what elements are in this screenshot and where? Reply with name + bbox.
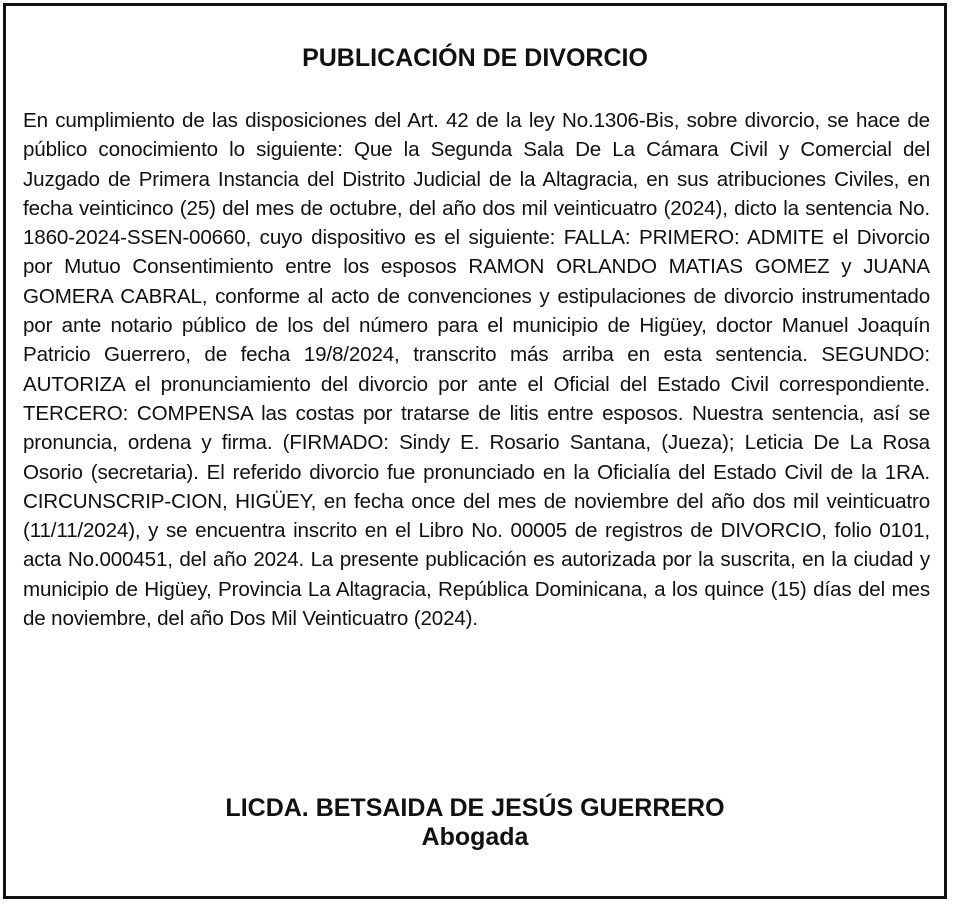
notice-title: PUBLICACIÓN DE DIVORCIO bbox=[302, 44, 648, 72]
notice-body: En cumplimiento de las disposiciones del Art. 42 de la ley No.1306-Bis, sobre divorcio, se hace de público conocimiento lo siguiente: Que la Segunda Sala De La Cámara Civil y Comercial del Juzgado de Primera Instancia del Distrito Judicial de la Altagracia, en sus atribuciones Civiles, en fecha veinticinco (25) del mes de octubre, del año dos mil veinticuatro (2024), dicto la sentencia No. 1860-2024-SSEN-00660, cuyo dispositivo es el siguiente: FALLA: PRIMERO: ADMITE el Divorcio por Mutuo Consentimiento entre los esposos RAMON ORLANDO MATIAS GOMEZ y JUANA GOMERA CABRAL, conforme al acto de convenciones y estipulaciones de divorcio instrumentado por ante notario público de los del número para el municipio de Higüey, doctor Manuel Joaquín Patricio Guerrero, de fecha 19/8/2024, transcrito más arriba en esta sentencia. SEGUNDO: AUTORIZA el pronunciamiento del divorcio por ante el Oficial del Estado Civil correspondiente. TERCERO: COMPENSA las costas por tratarse de litis entre esposos. Nuestra sentencia, así se pronuncia, ordena y firma. (FIRMADO: Sindy E. Rosario Santana, (Jueza); Leticia De La Rosa Osorio (secretaria). El referido divorcio fue pronunciado en la Oficialía del Estado Civil de la 1RA. CIRCUNSCRIP-CION, HIGÜEY, en fecha once del mes de noviembre del año dos mil veinticuatro (11/11/2024), y se encuentra inscrito en el Libro No. 00005 de registros de DIVORCIO, folio 0101, acta No.000451, del año 2024. La presente publicación es autorizada por la suscrita, en la ciudad y municipio de Higüey, Provincia La Altagracia, República Dominicana, a los quince (15) días del mes de noviembre, del año Dos Mil Veinticuatro (2024). bbox=[23, 109, 930, 631]
signature-role: Abogada bbox=[421, 823, 529, 851]
signature-block bbox=[6, 793, 944, 851]
signature-name: LICDA. BETSAIDA DE JESÚS GUERRERO bbox=[225, 794, 725, 822]
legal-notice-frame bbox=[3, 3, 947, 899]
